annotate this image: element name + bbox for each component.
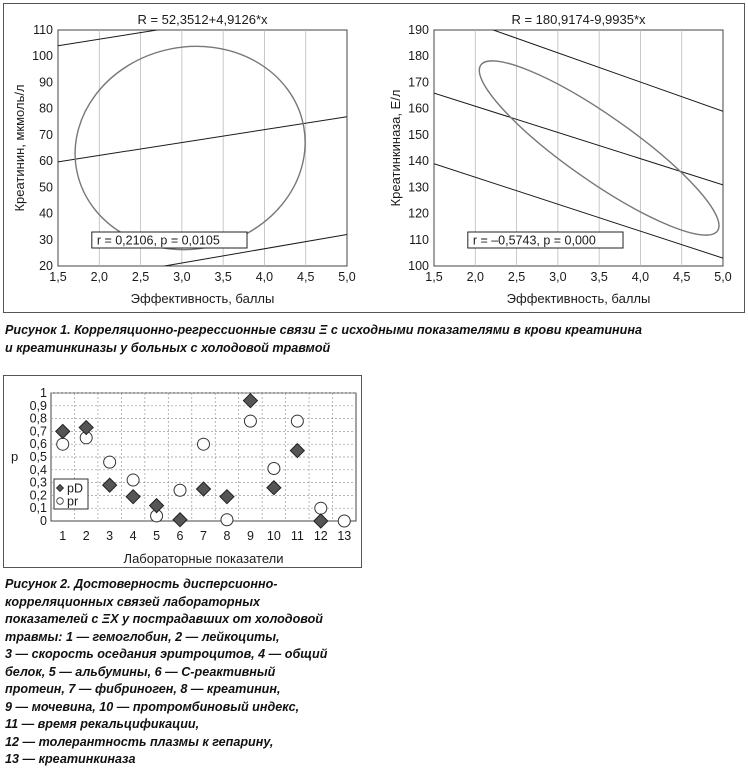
y-tick-label: 0,4	[29, 462, 47, 477]
y-tick-label: 0,8	[29, 411, 47, 426]
legend-label-pd: pD	[67, 481, 83, 496]
x-tick-label: 13	[337, 529, 352, 543]
figure-2-frame	[3, 375, 362, 568]
y-tick-label: 20	[39, 259, 53, 273]
x-tick-label: 2,5	[507, 270, 526, 284]
legend-marker-pr	[57, 498, 64, 505]
x-tick-label: 2,0	[90, 270, 108, 284]
x-tick-label: 10	[266, 529, 281, 543]
figure-2-chart	[4, 376, 363, 569]
x-tick-label: 1,5	[49, 270, 67, 284]
y-tick-label: 0,1	[29, 501, 47, 516]
stats-annotation-text: r = –0,5743, p = 0,000	[472, 233, 596, 248]
y-tick-label: 180	[408, 49, 429, 64]
figure-1-caption	[5, 322, 745, 357]
plot-area	[434, 30, 723, 266]
data-point-pr	[104, 456, 116, 468]
figure-1-caption-line: и креатинкиназы у больных с холодовой травмой	[5, 340, 331, 355]
x-tick-label: 2,5	[131, 270, 150, 284]
figure-2-caption-line: протеин, 7 — фибриноген, 8 — креатинин,	[5, 682, 281, 696]
y-tick-label: 190	[408, 23, 429, 37]
y-tick-label: 90	[39, 75, 53, 90]
y-tick-label: 60	[39, 154, 53, 169]
x-tick-label: 7	[200, 529, 207, 543]
p-value-chart	[11, 386, 356, 566]
x-tick-label: 4	[129, 529, 137, 543]
y-tick-label: 0,7	[29, 424, 47, 439]
x-tick-label: 3,0	[173, 270, 191, 284]
data-point-pr	[127, 474, 139, 486]
figure-2-caption-line: Рисунок 2. Достоверность дисперсионно-	[5, 577, 278, 591]
y-tick-label: 0	[40, 514, 47, 528]
x-tick-label: 3,5	[214, 270, 232, 284]
figure-2-caption-line: 11 — время рекальцификации,	[5, 717, 200, 731]
x-tick-label: 3,0	[549, 270, 567, 284]
y-axis-label: Креатинкиназа, Е/л	[388, 89, 403, 207]
x-axis-label: Эффективность, баллы	[130, 291, 275, 306]
y-tick-label: 0,2	[29, 488, 47, 503]
y-tick-label: 1	[40, 386, 47, 400]
data-point-pr	[338, 515, 350, 527]
figure-1-charts	[4, 4, 746, 314]
figure-2-caption	[5, 576, 365, 769]
y-tick-label: 160	[408, 101, 429, 116]
x-tick-label: 2	[82, 529, 90, 543]
x-tick-label: 4,5	[297, 270, 315, 284]
stats-annotation	[92, 232, 247, 248]
x-tick-label: 5,0	[714, 270, 732, 284]
figure-2-caption-line: травмы: 1 — гемоглобин, 2 — лейкоциты,	[5, 629, 280, 644]
figure-2-caption-line: белок, 5 — альбумины, 6 — С-реактивный	[5, 664, 276, 679]
x-tick-label: 2,0	[466, 270, 484, 284]
regression-chart-1	[388, 9, 736, 306]
x-axis-label: Лабораторные показатели	[123, 551, 284, 566]
stats-annotation	[468, 232, 623, 248]
figure-2-caption-line: 3 — скорость оседания эритроцитов, 4 — общий	[5, 647, 328, 661]
y-tick-label: 100	[32, 49, 53, 64]
y-tick-label: 70	[39, 127, 53, 142]
data-point-pr	[174, 484, 186, 496]
y-axis-label: Креатинин, мкмоль/л	[12, 84, 27, 212]
data-point-pr	[268, 463, 280, 475]
data-point-pr	[315, 502, 327, 514]
regression-chart-0	[12, 4, 356, 306]
x-tick-label: 9	[246, 529, 254, 543]
y-tick-label: 50	[39, 180, 53, 195]
y-tick-label: 100	[408, 259, 429, 273]
y-tick-label: 0,5	[29, 450, 47, 464]
legend-label-pr: pr	[67, 494, 79, 509]
y-tick-label: 110	[33, 23, 53, 37]
y-tick-label: 0,9	[29, 398, 47, 413]
y-tick-label: 110	[409, 232, 429, 247]
figure-2-caption-line: корреляционных связей лабораторных	[5, 594, 260, 609]
y-tick-label: 130	[408, 180, 429, 195]
x-tick-label: 11	[290, 529, 304, 543]
figure-1-frame	[3, 3, 745, 313]
x-tick-label: 1	[59, 529, 67, 543]
data-point-pr	[291, 415, 303, 427]
y-tick-label: 80	[39, 101, 53, 116]
x-tick-label: 1,5	[425, 270, 443, 284]
y-tick-label: 0,3	[29, 475, 47, 490]
x-tick-label: 3	[106, 529, 114, 543]
figure-2-caption-line: 13 — креатинкиназа	[5, 752, 136, 766]
stats-annotation-text: r = 0,2106, p = 0,0105	[96, 233, 220, 248]
figure-1-caption-line: Рисунок 1. Корреляционно-регрессионные связи Ξ с исходными показателями в крови креатинина	[5, 323, 642, 337]
chart-title: R = 52,3512+4,9126*x	[137, 12, 268, 27]
x-tick-label: 3,5	[590, 270, 608, 284]
y-tick-label: 0,6	[29, 437, 47, 452]
y-tick-label: 170	[408, 75, 429, 90]
chart-title: R = 180,9174-9,9935*x	[511, 12, 646, 27]
x-tick-label: 6	[176, 529, 184, 543]
data-point-pr	[244, 415, 256, 427]
x-tick-label: 4,0	[255, 270, 274, 284]
y-tick-label: 140	[408, 154, 429, 169]
y-tick-label: 40	[39, 206, 53, 221]
figure-2-caption-line: показателей с ΞX у пострадавших от холодовой	[5, 612, 323, 626]
x-tick-label: 12	[313, 529, 328, 543]
data-point-pr	[198, 438, 210, 450]
x-axis-label: Эффективность, баллы	[506, 291, 651, 306]
plot-area	[58, 30, 347, 266]
x-tick-label: 8	[223, 529, 231, 543]
y-tick-label: 30	[39, 232, 53, 247]
data-point-pr	[57, 438, 69, 450]
x-tick-label: 5,0	[338, 270, 356, 284]
figure-2-caption-line: 12 — толерантность плазмы к гепарину,	[5, 734, 274, 749]
x-tick-label: 4,0	[631, 270, 650, 284]
figure-2-caption-line: 9 — мочевина, 10 — протромбиновый индекс,	[5, 699, 300, 714]
legend	[54, 479, 88, 509]
data-point-pr	[221, 514, 233, 526]
x-tick-label: 5	[153, 529, 161, 543]
y-tick-label: 150	[408, 127, 429, 142]
y-tick-label: 120	[408, 206, 429, 221]
x-tick-label: 4,5	[673, 270, 691, 284]
y-axis-label: p	[11, 449, 19, 464]
